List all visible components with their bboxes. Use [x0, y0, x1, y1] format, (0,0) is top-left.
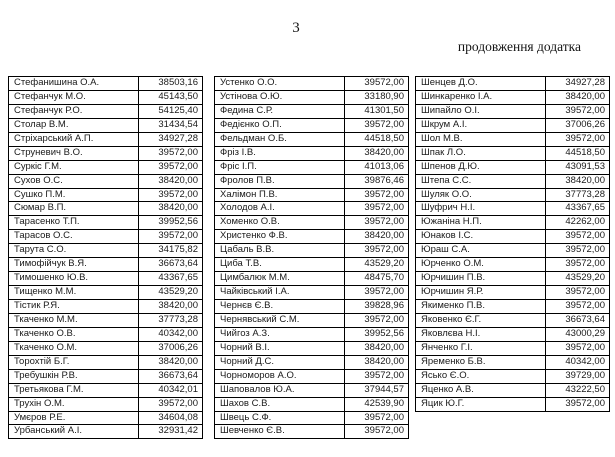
person-name-cell: Шол М.В. [416, 132, 546, 146]
amount-cell: 43222,50 [546, 383, 610, 397]
table-row [9, 90, 203, 104]
table-row [9, 327, 203, 341]
amount-cell: 39572,00 [345, 188, 409, 202]
amount-cell: 39572,00 [345, 313, 409, 327]
amount-cell: 39952,56 [139, 216, 203, 230]
amount-cell: 39572,00 [546, 341, 610, 355]
amount-cell: 43091,53 [546, 160, 610, 174]
amount-cell: 33180,90 [345, 90, 409, 104]
person-name-cell: Чернявський С.М. [215, 313, 345, 327]
amount-cell: 43529,20 [345, 258, 409, 272]
amount-cell: 38420,00 [345, 355, 409, 369]
table-row [416, 174, 610, 188]
table-row [215, 272, 409, 286]
person-name-cell: Стефанишина О.А. [9, 77, 139, 91]
amount-cell: 39572,00 [345, 425, 409, 439]
person-name-cell: Фельдман О.Б. [215, 132, 345, 146]
amount-cell: 38420,00 [345, 230, 409, 244]
table-row [215, 425, 409, 439]
table-row [9, 286, 203, 300]
person-name-cell: Ткаченко О.В. [9, 327, 139, 341]
amount-cell: 39952,56 [345, 327, 409, 341]
person-name-cell: Устенко О.О. [215, 77, 345, 91]
person-name-cell: Христенко Ф.В. [215, 230, 345, 244]
table-row [416, 397, 610, 411]
table-row [215, 341, 409, 355]
amount-cell: 42262,00 [546, 216, 610, 230]
person-name-cell: Шкрум А.І. [416, 118, 546, 132]
amount-cell: 39572,00 [546, 244, 610, 258]
person-name-cell: Чорний Д.С. [215, 355, 345, 369]
amount-cell: 54125,40 [139, 104, 203, 118]
amount-cell: 43367,65 [546, 202, 610, 216]
table-row [215, 77, 409, 91]
table-row [416, 77, 610, 91]
person-name-cell: Шипайло О.І. [416, 104, 546, 118]
person-name-cell: Федина С.Р. [215, 104, 345, 118]
table-row [9, 160, 203, 174]
amount-cell: 41013,06 [345, 160, 409, 174]
table-row [416, 160, 610, 174]
amount-cell: 39572,00 [139, 188, 203, 202]
amount-cell: 43000,29 [546, 327, 610, 341]
person-name-cell: Тищенко М.М. [9, 286, 139, 300]
table-row [416, 244, 610, 258]
table-row [9, 355, 203, 369]
table-row [416, 300, 610, 314]
table-row [9, 425, 203, 439]
amount-cell: 39572,00 [345, 411, 409, 425]
amount-cell: 38420,00 [139, 174, 203, 188]
table-row [215, 244, 409, 258]
table-row [416, 118, 610, 132]
person-name-cell: Холодов А.І. [215, 202, 345, 216]
person-name-cell: Юрчишин Я.Р. [416, 286, 546, 300]
person-name-cell: Фролов П.В. [215, 174, 345, 188]
amount-cell: 36673,64 [546, 313, 610, 327]
table-row [416, 146, 610, 160]
table-row [215, 397, 409, 411]
table-row [9, 383, 203, 397]
person-name-cell: Чернєв Є.В. [215, 300, 345, 314]
amount-cell: 39572,00 [345, 244, 409, 258]
page-number: 3 [292, 20, 300, 36]
amount-cell: 39572,00 [345, 286, 409, 300]
person-name-cell: Чорний В.І. [215, 341, 345, 355]
person-name-cell: Ткаченко М.М. [9, 313, 139, 327]
amount-cell: 39572,00 [139, 230, 203, 244]
person-name-cell: Тарута С.О. [9, 244, 139, 258]
table-row [416, 369, 610, 383]
table-row [416, 383, 610, 397]
table-row [215, 411, 409, 425]
amount-cell: 48475,70 [345, 272, 409, 286]
table-row [416, 327, 610, 341]
amount-cell: 43529,20 [546, 272, 610, 286]
amount-cell: 38420,00 [345, 341, 409, 355]
amount-cell: 39572,00 [546, 132, 610, 146]
amount-cell: 39828,96 [345, 300, 409, 314]
table-row [416, 132, 610, 146]
table-row [416, 272, 610, 286]
person-name-cell: Фріс І.П. [215, 160, 345, 174]
person-name-cell: Ясько Є.О. [416, 369, 546, 383]
person-name-cell: Шуляк О.О. [416, 188, 546, 202]
table-row [215, 230, 409, 244]
amount-cell: 39572,00 [345, 118, 409, 132]
amount-cell: 34604,08 [139, 411, 203, 425]
person-name-cell: Стефанчук М.О. [9, 90, 139, 104]
table-row [9, 369, 203, 383]
person-name-cell: Урбанський А.І. [9, 425, 139, 439]
table-row [9, 341, 203, 355]
amount-cell: 39572,00 [345, 202, 409, 216]
person-name-cell: Сухов О.С. [9, 174, 139, 188]
amount-cell: 43529,20 [139, 286, 203, 300]
table-row [9, 104, 203, 118]
person-name-cell: Тимошенко Ю.В. [9, 272, 139, 286]
table-row [215, 160, 409, 174]
person-name-cell: Цабаль В.В. [215, 244, 345, 258]
table-row [215, 216, 409, 230]
amount-cell: 39572,00 [139, 146, 203, 160]
amount-cell: 44518,50 [345, 132, 409, 146]
table-row [416, 202, 610, 216]
table-row [416, 216, 610, 230]
amount-cell: 39876,46 [345, 174, 409, 188]
amount-cell: 44518,50 [546, 146, 610, 160]
table-row [9, 132, 203, 146]
table-row [416, 313, 610, 327]
table-row [9, 313, 203, 327]
person-name-cell: Требушкін Р.В. [9, 369, 139, 383]
person-name-cell: Трухін О.М. [9, 397, 139, 411]
table-row [215, 90, 409, 104]
person-name-cell: Сушко П.М. [9, 188, 139, 202]
amount-cell: 38503,16 [139, 77, 203, 91]
table-row [9, 230, 203, 244]
table-row [215, 369, 409, 383]
table-row [215, 286, 409, 300]
person-name-cell: Халімон П.В. [215, 188, 345, 202]
appendix-continuation-label: продовження додатка [457, 39, 581, 54]
table-row [215, 188, 409, 202]
amount-cell: 37006,26 [139, 341, 203, 355]
person-name-cell: Шпенов Д.Ю. [416, 160, 546, 174]
amount-cell: 39572,00 [546, 397, 610, 411]
amount-cell: 37773,28 [139, 313, 203, 327]
table-row [416, 230, 610, 244]
person-name-cell: Яковенко Є.Г. [416, 313, 546, 327]
amount-cell: 34175,82 [139, 244, 203, 258]
table-row [9, 216, 203, 230]
person-name-cell: Струневич В.О. [9, 146, 139, 160]
amount-cell: 38420,00 [546, 90, 610, 104]
person-name-cell: Умєров Р.Е. [9, 411, 139, 425]
table-row [9, 300, 203, 314]
person-name-cell: Ткаченко О.М. [9, 341, 139, 355]
table-row [9, 118, 203, 132]
names-amounts-table-column-2 [214, 76, 409, 439]
table-row [9, 188, 203, 202]
names-amounts-table-column-1 [8, 76, 203, 439]
amount-cell: 39572,00 [546, 230, 610, 244]
person-name-cell: Шпак Л.О. [416, 146, 546, 160]
amount-cell: 39572,00 [139, 397, 203, 411]
person-name-cell: Юраш С.А. [416, 244, 546, 258]
person-name-cell: Шенцев Д.О. [416, 77, 546, 91]
person-name-cell: Якименко П.В. [416, 300, 546, 314]
person-name-cell: Швець С.Ф. [215, 411, 345, 425]
amount-cell: 39572,00 [345, 77, 409, 91]
person-name-cell: Тимофійчук В.Я. [9, 258, 139, 272]
person-name-cell: Чийгоз А.З. [215, 327, 345, 341]
person-name-cell: Яценко А.В. [416, 383, 546, 397]
person-name-cell: Шуфрич Н.І. [416, 202, 546, 216]
person-name-cell: Яцик Ю.Г. [416, 397, 546, 411]
payments-table [415, 76, 610, 412]
amount-cell: 37773,28 [546, 188, 610, 202]
person-name-cell: Торохтій Б.Г. [9, 355, 139, 369]
person-name-cell: Юнаков І.С. [416, 230, 546, 244]
table-row [215, 327, 409, 341]
person-name-cell: Федієнко О.П. [215, 118, 345, 132]
table-row [9, 411, 203, 425]
payments-table [8, 76, 203, 439]
names-amounts-table-column-3 [415, 76, 610, 412]
amount-cell: 34927,28 [139, 132, 203, 146]
table-row [215, 104, 409, 118]
table-row [416, 90, 610, 104]
person-name-cell: Шаповалов Ю.А. [215, 383, 345, 397]
amount-cell: 40342,01 [139, 383, 203, 397]
amount-cell: 38420,00 [139, 300, 203, 314]
amount-cell: 40342,00 [139, 327, 203, 341]
table-row [9, 146, 203, 160]
table-row [416, 188, 610, 202]
table-row [416, 341, 610, 355]
amount-cell: 31434,54 [139, 118, 203, 132]
amount-cell: 39572,00 [546, 300, 610, 314]
amount-cell: 38420,00 [546, 174, 610, 188]
table-row [9, 202, 203, 216]
table-row [215, 383, 409, 397]
amount-cell: 39572,00 [139, 160, 203, 174]
table-row [215, 146, 409, 160]
table-row [215, 202, 409, 216]
table-row [9, 244, 203, 258]
amount-cell: 38420,00 [345, 146, 409, 160]
amount-cell: 36673,64 [139, 369, 203, 383]
amount-cell: 45143,50 [139, 90, 203, 104]
payments-table [214, 76, 409, 439]
person-name-cell: Чайківський І.А. [215, 286, 345, 300]
person-name-cell: Стріхарський А.П. [9, 132, 139, 146]
amount-cell: 34927,28 [546, 77, 610, 91]
amount-cell: 42539,90 [345, 397, 409, 411]
person-name-cell: Тарасов О.С. [9, 230, 139, 244]
table-row [215, 258, 409, 272]
amount-cell: 40342,00 [546, 355, 610, 369]
table-row [9, 397, 203, 411]
person-name-cell: Яременко Б.В. [416, 355, 546, 369]
person-name-cell: Хоменко О.В. [215, 216, 345, 230]
person-name-cell: Яковлєва Н.І. [416, 327, 546, 341]
amount-cell: 38420,00 [139, 355, 203, 369]
person-name-cell: Цимбалюк М.М. [215, 272, 345, 286]
person-name-cell: Юрченко О.М. [416, 258, 546, 272]
table-row [9, 258, 203, 272]
table-row [215, 313, 409, 327]
amount-cell: 39572,00 [345, 369, 409, 383]
person-name-cell: Тістик Р.Я. [9, 300, 139, 314]
person-name-cell: Циба Т.В. [215, 258, 345, 272]
table-row [215, 132, 409, 146]
person-name-cell: Шахов С.В. [215, 397, 345, 411]
amount-cell: 37006,26 [546, 118, 610, 132]
person-name-cell: Шинкаренко І.А. [416, 90, 546, 104]
amount-cell: 38420,00 [139, 202, 203, 216]
person-name-cell: Третьякова Г.М. [9, 383, 139, 397]
table-row [215, 174, 409, 188]
person-name-cell: Столар В.М. [9, 118, 139, 132]
table-row [416, 258, 610, 272]
table-row [416, 286, 610, 300]
amount-cell: 37944,57 [345, 383, 409, 397]
person-name-cell: Чорноморов А.О. [215, 369, 345, 383]
amount-cell: 39572,00 [345, 216, 409, 230]
table-row [9, 77, 203, 91]
amount-cell: 32931,42 [139, 425, 203, 439]
amount-cell: 39729,00 [546, 369, 610, 383]
amount-cell: 36673,64 [139, 258, 203, 272]
person-name-cell: Южаніна Н.П. [416, 216, 546, 230]
amount-cell: 39572,00 [546, 104, 610, 118]
amount-cell: 41301,50 [345, 104, 409, 118]
person-name-cell: Сюмар В.П. [9, 202, 139, 216]
table-row [215, 300, 409, 314]
table-row [215, 355, 409, 369]
person-name-cell: Стефанчук Р.О. [9, 104, 139, 118]
person-name-cell: Фріз І.В. [215, 146, 345, 160]
table-row [215, 118, 409, 132]
person-name-cell: Тарасенко Т.П. [9, 216, 139, 230]
person-name-cell: Устінова О.Ю. [215, 90, 345, 104]
amount-cell: 39572,00 [546, 286, 610, 300]
person-name-cell: Шевченко Є.В. [215, 425, 345, 439]
table-row [9, 174, 203, 188]
person-name-cell: Янченко Г.І. [416, 341, 546, 355]
person-name-cell: Штепа С.С. [416, 174, 546, 188]
amount-cell: 39572,00 [546, 258, 610, 272]
person-name-cell: Суркіс Г.М. [9, 160, 139, 174]
table-row [416, 355, 610, 369]
table-row [416, 104, 610, 118]
amount-cell: 43367,65 [139, 272, 203, 286]
person-name-cell: Юрчишин П.В. [416, 272, 546, 286]
table-row [9, 272, 203, 286]
